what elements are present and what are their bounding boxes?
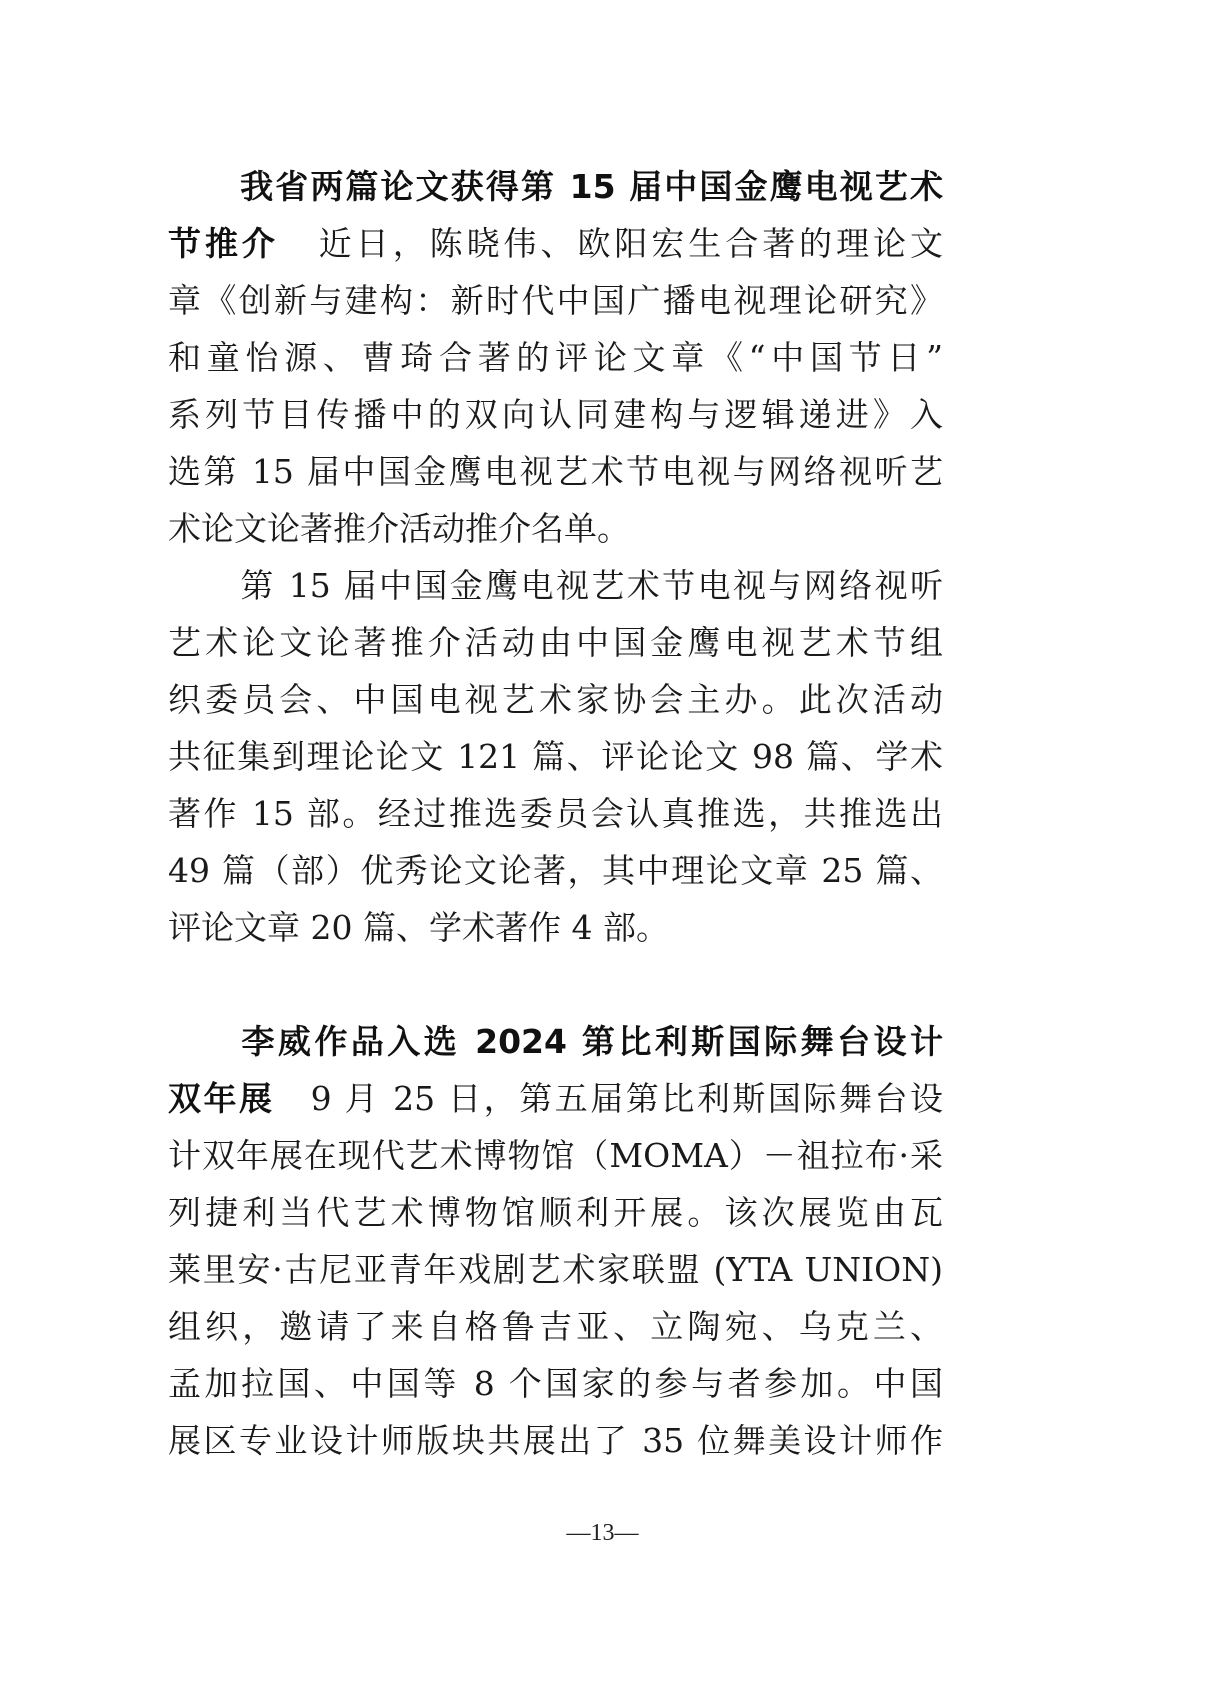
body-line: 和童怡源、曹琦合著的评论文章《“中国节日” — [168, 338, 943, 377]
article-title-line — [168, 215, 943, 272]
body-line: 计双年展在现代艺术博物馆（MOMA）－祖拉布·采 — [168, 1136, 943, 1175]
body-line: 49 篇（部）优秀论文论著，其中理论文章 25 篇、 — [168, 851, 943, 890]
page-number: —13— — [566, 1520, 639, 1546]
body-line: 孟加拉国、中国等 8 个国家的参与者参加。中国 — [168, 1364, 943, 1403]
body-line: 系列节目传播中的双向认同建构与逻辑递进》入 — [168, 395, 943, 434]
body-line: 章《创新与建构：新时代中国广播电视理论研究》 — [168, 281, 943, 320]
article-headline: 双年展 — [168, 1079, 275, 1118]
article-title-line — [168, 1070, 943, 1127]
article-golden-eagle — [168, 158, 943, 956]
body-line: 艺术论文论著推介活动由中国金鹰电视艺术节组 — [168, 623, 943, 662]
body-line: 组织，邀请了来自格鲁吉亚、立陶宛、乌克兰、 — [168, 1307, 943, 1346]
body-text: 第 15 届中国金鹰电视艺术节电视与网络视听 — [238, 566, 943, 605]
body-line: 织委员会、中国电视艺术家协会主办。此次活动 — [168, 680, 943, 719]
body-line — [168, 557, 943, 614]
article-tbilisi-biennale — [168, 1013, 943, 1469]
article-headline: 李威作品入选 2024 第比利斯国际舞台设计 — [238, 1022, 943, 1061]
article-headline: 我省两篇论文获得第 15 届中国金鹰电视艺术 — [238, 167, 943, 206]
body-text: 近日，陈晓伟、欧阳宏生合著的理论文 — [314, 224, 944, 263]
article-headline: 节推介 — [168, 224, 279, 263]
document-page — [168, 158, 943, 1469]
body-line: 展区专业设计师版块共展出了 35 位舞美设计师作 — [168, 1421, 943, 1460]
body-line: 列捷利当代艺术博物馆顺利开展。该次展览由瓦 — [168, 1193, 943, 1232]
body-line: 著作 15 部。经过推选委员会认真推选，共推选出 — [168, 794, 943, 833]
body-line: 术论文论著推介活动推介名单。 — [168, 509, 630, 548]
article-title-line — [168, 158, 943, 215]
section-spacer — [168, 956, 943, 1013]
body-line: 莱里安·古尼亚青年戏剧艺术家联盟 (YTA UNION) — [168, 1250, 943, 1289]
body-line: 评论文章 20 篇、学术著作 4 部。 — [168, 908, 669, 947]
body-line: 选第 15 届中国金鹰电视艺术节电视与网络视听艺 — [168, 452, 943, 491]
article-title-line — [168, 1013, 943, 1070]
body-line: 共征集到理论论文 121 篇、评论论文 98 篇、学术 — [168, 737, 943, 776]
body-text: 9 月 25 日，第五届第比利斯国际舞台设 — [310, 1079, 944, 1118]
